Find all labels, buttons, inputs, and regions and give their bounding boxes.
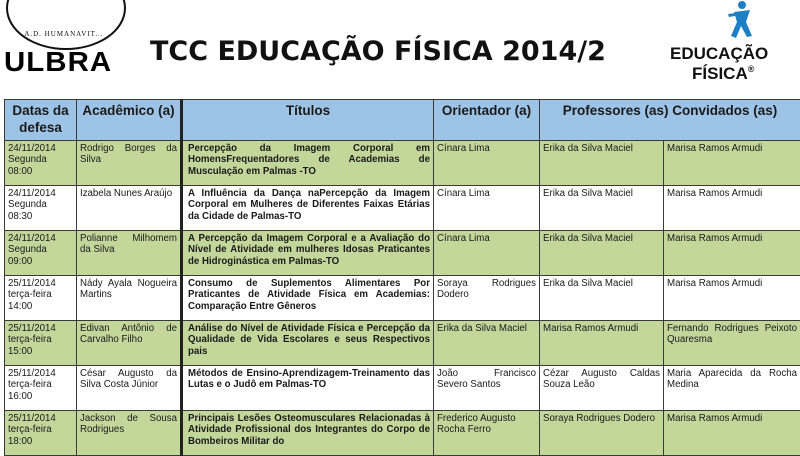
table-row bbox=[5, 231, 800, 276]
date-cell bbox=[5, 321, 77, 366]
day: terça-feira bbox=[8, 289, 52, 300]
time: 08:30 bbox=[8, 211, 32, 222]
time: 08:00 bbox=[8, 166, 32, 177]
date-cell bbox=[5, 366, 77, 411]
day: Segunda bbox=[8, 244, 47, 255]
table-row bbox=[5, 141, 800, 186]
day: terça-feira bbox=[8, 334, 52, 345]
table-row bbox=[5, 276, 800, 321]
advisor-cell: Cínara Lima bbox=[434, 231, 540, 276]
table-row bbox=[5, 186, 800, 231]
schedule-table bbox=[4, 99, 800, 456]
educacao-fisica-logo-line1: EDUCAÇÃO bbox=[670, 44, 768, 64]
col-header-student: Acadêmico (a) bbox=[77, 100, 182, 141]
date: 24/11/2014 bbox=[8, 188, 56, 199]
date-cell bbox=[5, 276, 77, 321]
ulbra-seal-text: A.D. HUMANAVIT... bbox=[14, 30, 114, 38]
guest2-cell: Maria Aparecida da Rocha Medina bbox=[664, 366, 800, 411]
date-cell bbox=[5, 411, 77, 456]
date: 25/11/2014 bbox=[8, 323, 56, 334]
title-cell: Principais Lesões Osteomusculares Relacionadas à Atividade Profissional dos Integrantes do Corpo de Bombeiros Militar do bbox=[182, 411, 434, 456]
title-cell: A Percepção da Imagem Corporal e a Avaliação do Nível de Atividade em mulheres Idosas Praticantes de Hidroginástica em Palmas-TO bbox=[182, 231, 434, 276]
advisor-cell: Frederico Augusto Rocha Ferro bbox=[434, 411, 540, 456]
time: 14:00 bbox=[8, 301, 32, 312]
date: 25/11/2014 bbox=[8, 368, 56, 379]
guest1-cell: Erika da Silva Maciel bbox=[540, 141, 664, 186]
advisor-cell: João Francisco Severo Santos bbox=[434, 366, 540, 411]
ulbra-logo-text: ULBRA bbox=[4, 46, 112, 78]
title-cell: Métodos de Ensino-Aprendizagem-Treinamento das Lutas e o Judô em Palmas-TO bbox=[182, 366, 434, 411]
student-cell: Jackson de Sousa Rodrigues bbox=[77, 411, 182, 456]
date-cell bbox=[5, 186, 77, 231]
student-cell: César Augusto da Silva Costa Júnior bbox=[77, 366, 182, 411]
guest1-cell: Soraya Rodrigues Dodero bbox=[540, 411, 664, 456]
student-cell: Izabela Nunes Araújo bbox=[77, 186, 182, 231]
time: 15:00 bbox=[8, 346, 32, 357]
guest1-cell: Cézar Augusto Caldas Souza Leão bbox=[540, 366, 664, 411]
col-header-guests: Professores (as) Convidados (as) bbox=[540, 100, 800, 141]
advisor-cell: Erika da Silva Maciel bbox=[434, 321, 540, 366]
title-cell: A Influência da Dança naPercepção da Imagem Corporal em Mulheres de Diferentes Faixas Etárias da Cidade de Palmas-TO bbox=[182, 186, 434, 231]
title-cell: Consumo de Suplementos Alimentares Por Praticantes de Atividade Física em Academias: Comparação Entre Gêneros bbox=[182, 276, 434, 321]
guest1-cell: Erika da Silva Maciel bbox=[540, 276, 664, 321]
time: 09:00 bbox=[8, 256, 32, 267]
advisor-cell: Cínara Lima bbox=[434, 141, 540, 186]
title-cell: Análise do Nível de Atividade Física e Percepção da Qualidade de Vida Escolares e seus Respectivos pais bbox=[182, 321, 434, 366]
date: 25/11/2014 bbox=[8, 413, 56, 424]
advisor-cell: Cínara Lima bbox=[434, 186, 540, 231]
col-header-titles: Títulos bbox=[182, 100, 434, 141]
guest2-cell: Marisa Ramos Armudi bbox=[664, 231, 800, 276]
ulbra-seal-icon bbox=[6, 0, 126, 50]
educacao-fisica-logo bbox=[662, 0, 800, 86]
guest1-cell: Marisa Ramos Armudi bbox=[540, 321, 664, 366]
student-cell: Edivan Antônio de Carvalho Filho bbox=[77, 321, 182, 366]
date: 24/11/2014 bbox=[8, 233, 56, 244]
table-row bbox=[5, 321, 800, 366]
table-row bbox=[5, 366, 800, 411]
date: 24/11/2014 bbox=[8, 143, 56, 154]
title-cell: Percepção da Imagem Corporal em HomensFrequentadores de Academias de Musculação em Palmas -TO bbox=[182, 141, 434, 186]
table-row bbox=[5, 411, 800, 456]
student-cell: Polianne Milhomem da Silva bbox=[77, 231, 182, 276]
registered-mark: ® bbox=[748, 64, 755, 74]
runner-figure-icon bbox=[722, 0, 762, 42]
advisor-cell: Soraya Rodrigues Dodero bbox=[434, 276, 540, 321]
page-header bbox=[0, 0, 800, 98]
day: Segunda bbox=[8, 199, 47, 210]
page-title: TCC EDUCAÇÃO FÍSICA 2014/2 bbox=[150, 36, 606, 67]
time: 18:00 bbox=[8, 436, 32, 447]
guest2-cell: Fernando Rodrigues Peixoto Quaresma bbox=[664, 321, 800, 366]
student-cell: Rodrigo Borges da Silva bbox=[77, 141, 182, 186]
guest2-cell: Marisa Ramos Armudi bbox=[664, 276, 800, 321]
date: 25/11/2014 bbox=[8, 278, 56, 289]
col-header-advisor: Orientador (a) bbox=[434, 100, 540, 141]
day: terça-feira bbox=[8, 424, 52, 435]
day: terça-feira bbox=[8, 379, 52, 390]
col-header-date: Datas da defesa bbox=[5, 100, 77, 141]
guest1-cell: Erika da Silva Maciel bbox=[540, 231, 664, 276]
guest1-cell: Erika da Silva Maciel bbox=[540, 186, 664, 231]
date-cell bbox=[5, 231, 77, 276]
day: Segunda bbox=[8, 154, 47, 165]
logo-line2-text: FÍSICA bbox=[692, 64, 748, 83]
time: 16:00 bbox=[8, 391, 32, 402]
educacao-fisica-logo-line2 bbox=[692, 64, 754, 84]
guest2-cell: Marisa Ramos Armudi bbox=[664, 186, 800, 231]
guest2-cell: Marisa Ramos Armudi bbox=[664, 411, 800, 456]
date-cell bbox=[5, 141, 77, 186]
guest2-cell: Marisa Ramos Armudi bbox=[664, 141, 800, 186]
ulbra-logo bbox=[0, 0, 130, 82]
student-cell: Nády Ayala Nogueira Martins bbox=[77, 276, 182, 321]
